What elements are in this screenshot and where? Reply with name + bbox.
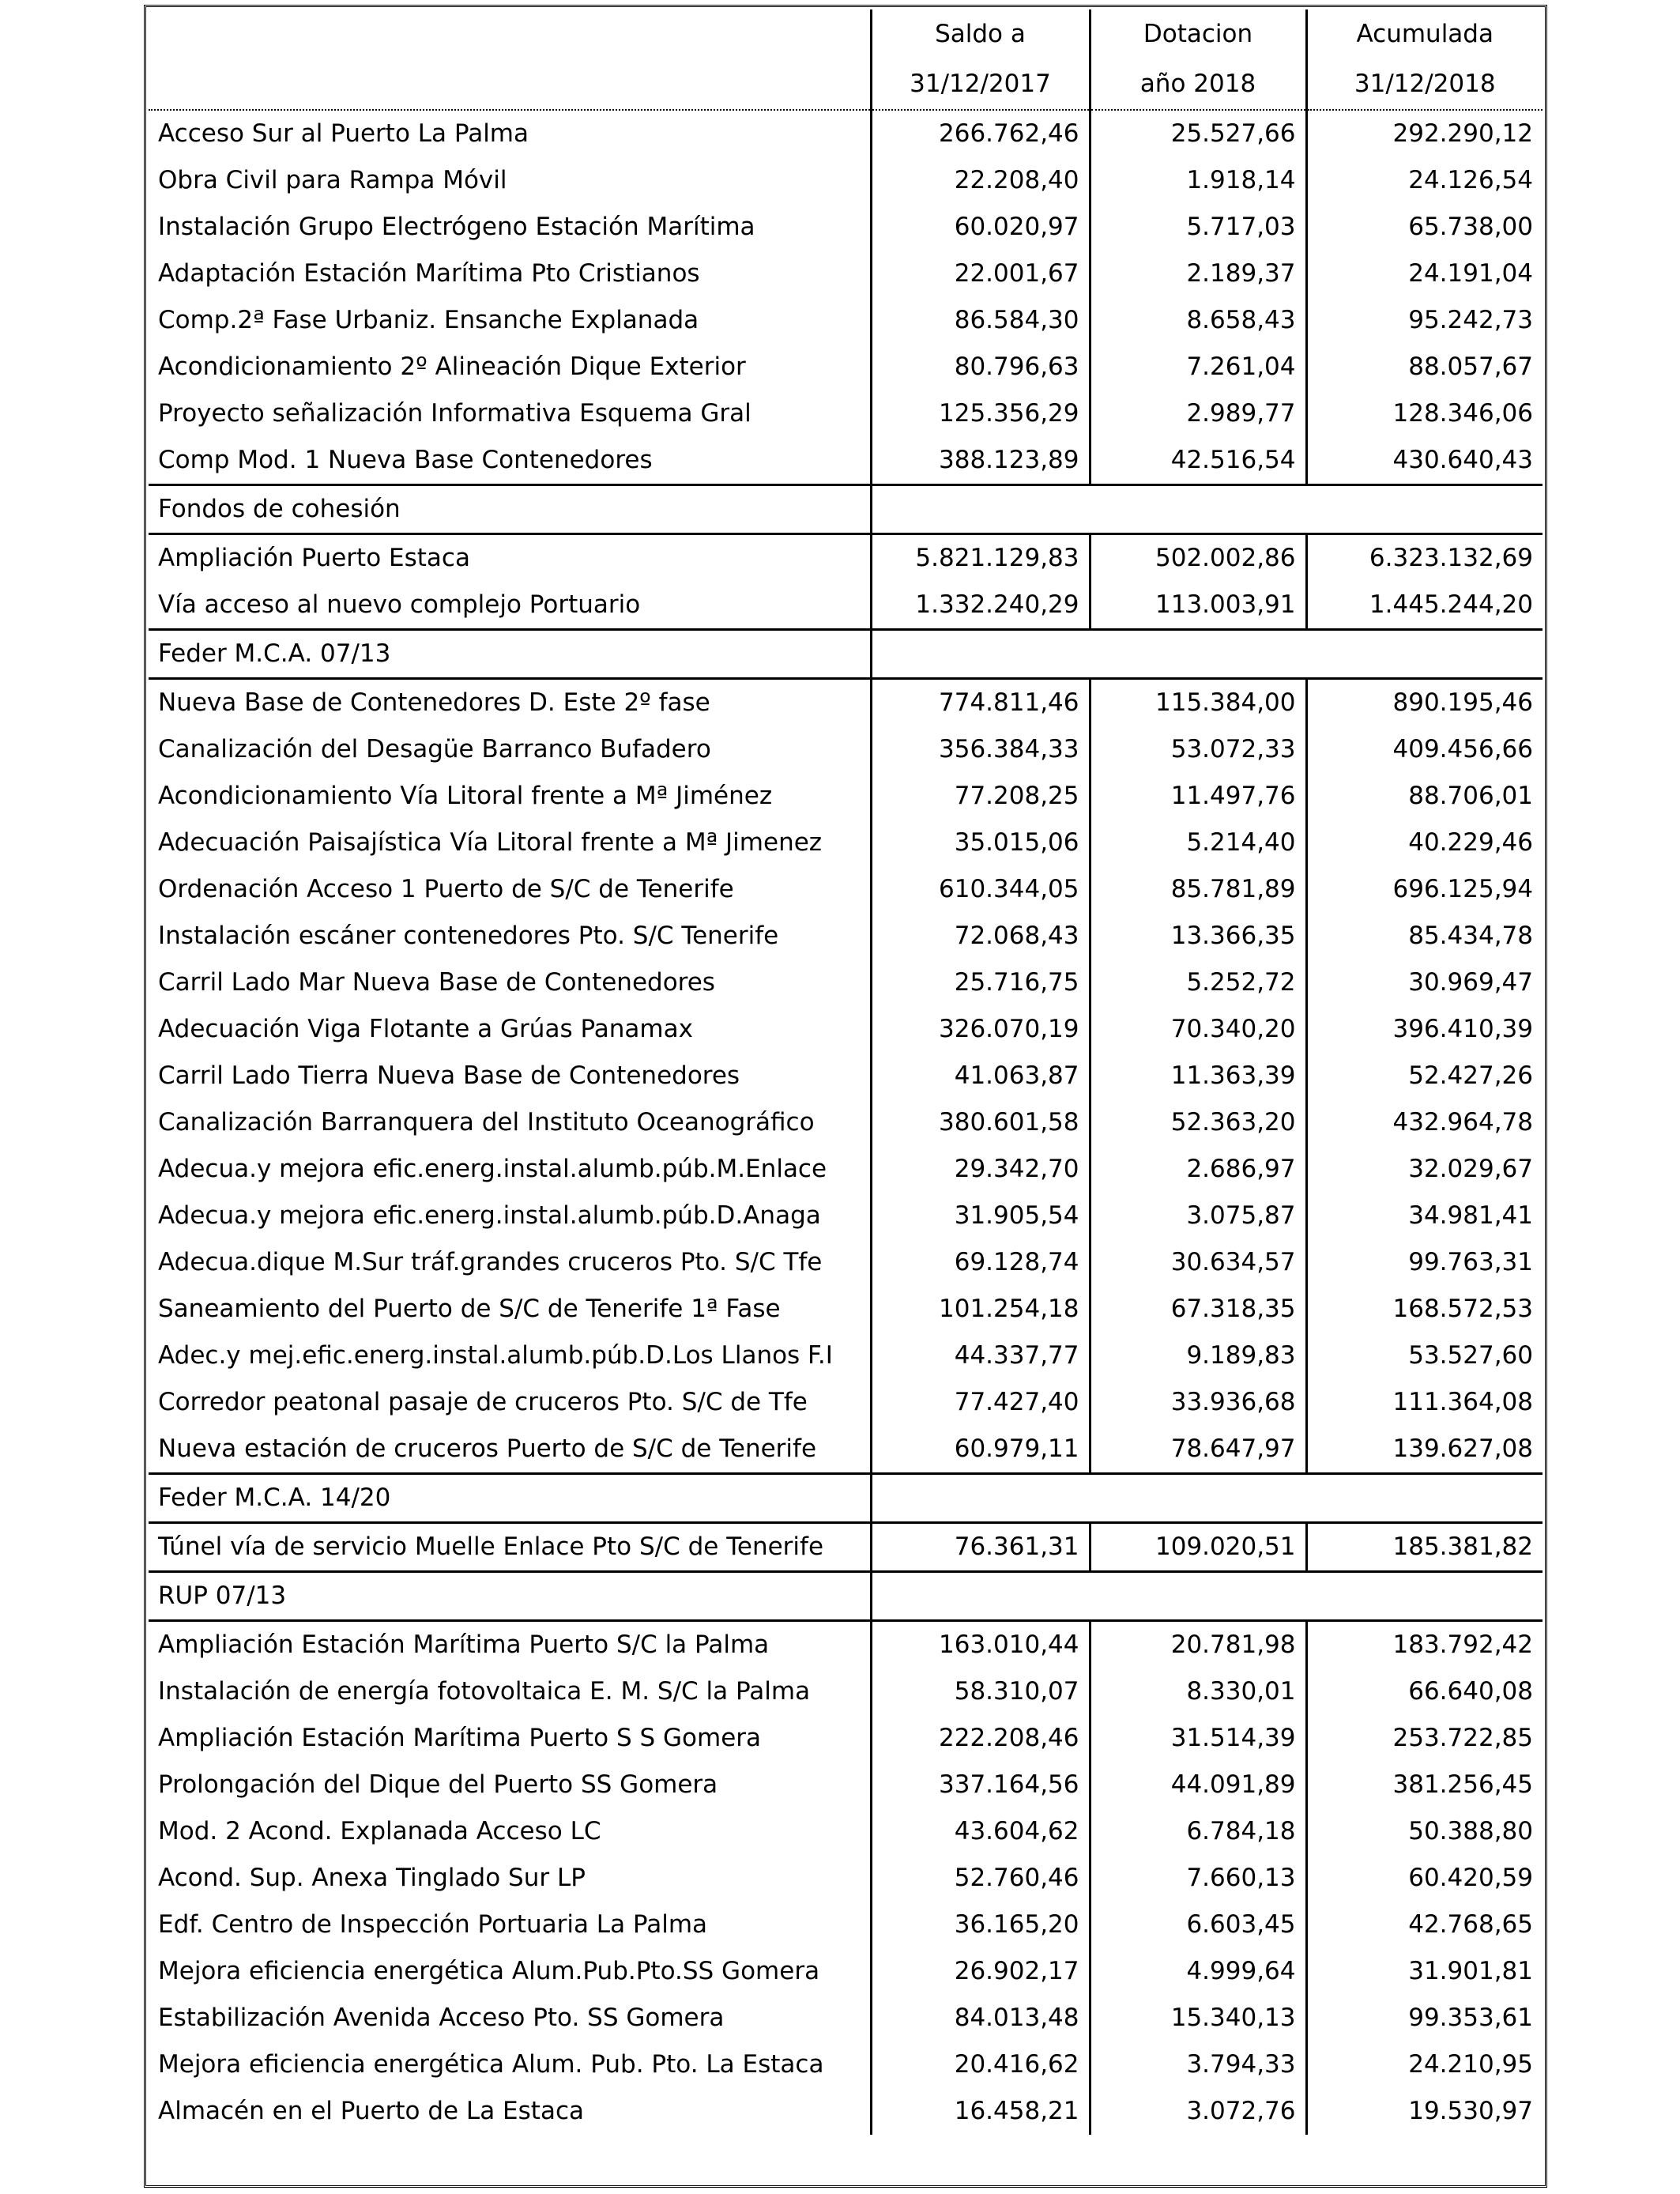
saldo-2017-cell: 29.342,70 — [871, 1146, 1090, 1193]
acumulada-2018-cell: 34.981,41 — [1306, 1193, 1543, 1239]
dotacion-2018-cell: 20.781,98 — [1090, 1621, 1306, 1669]
project-label: Adaptación Estación Marítima Pto Cristianos — [158, 259, 700, 288]
acumulada-2018-cell: 88.057,67 — [1306, 344, 1543, 390]
project-label: Túnel vía de servicio Muelle Enlace Pto S/C de Tenerife — [158, 1532, 824, 1561]
project-label: Ampliación Puerto Estaca — [158, 544, 470, 572]
header-saldo-line1: Saldo a — [871, 9, 1090, 59]
project-label: Mejora eficiencia energética Alum. Pub. Pto. La Estaca — [158, 2050, 824, 2079]
saldo-2017-cell: 25.716,75 — [871, 959, 1090, 1006]
dotacion-2018-cell: 7.261,04 — [1090, 344, 1306, 390]
project-label: Prolongación del Dique del Puerto SS Gomera — [158, 1770, 718, 1799]
section-label: Fondos de cohesión — [149, 485, 871, 534]
project-label: Carril Lado Mar Nueva Base de Contenedores — [158, 968, 715, 997]
table-row — [149, 1621, 1543, 1669]
table-row — [149, 157, 1543, 204]
header-acumulada-line2: 31/12/2018 — [1306, 59, 1543, 110]
acumulada-2018-cell: 139.627,08 — [1306, 1426, 1543, 1474]
acumulada-2018-cell: 696.125,94 — [1306, 866, 1543, 913]
saldo-2017-cell: 337.164,56 — [871, 1762, 1090, 1808]
project-label: Comp.2ª Fase Urbaniz. Ensanche Explanada — [158, 306, 699, 334]
project-label: Adecuación Paisajística Vía Litoral frente a Mª Jimenez — [158, 828, 823, 857]
acumulada-2018-cell: 409.456,66 — [1306, 726, 1543, 773]
saldo-2017-cell: 84.013,48 — [871, 1995, 1090, 2041]
project-label: Acondicionamiento Vía Litoral frente a Mª Jiménez — [158, 782, 773, 810]
project-label: Instalación Grupo Electrógeno Estación Marítima — [158, 213, 755, 241]
table-row — [149, 1146, 1543, 1193]
project-label: Acond. Sup. Anexa Tinglado Sur LP — [158, 1864, 586, 1892]
table-row — [149, 1902, 1543, 1948]
dotacion-2018-cell: 9.189,83 — [1090, 1333, 1306, 1379]
project-label: Acondicionamiento 2º Alineación Dique Exterior — [158, 352, 746, 381]
saldo-2017-cell: 80.796,63 — [871, 344, 1090, 390]
project-label: Mejora eficiencia energética Alum.Pub.Pto.SS Gomera — [158, 1957, 820, 1985]
saldo-2017-cell: 72.068,43 — [871, 913, 1090, 959]
saldo-2017-cell: 380.601,58 — [871, 1099, 1090, 1146]
acumulada-2018-cell: 111.364,08 — [1306, 1379, 1543, 1426]
acumulada-2018-cell: 66.640,08 — [1306, 1668, 1543, 1715]
saldo-2017-cell: 58.310,07 — [871, 1668, 1090, 1715]
acumulada-2018-cell: 53.527,60 — [1306, 1333, 1543, 1379]
table-row — [149, 1948, 1543, 1995]
project-label: Instalación escáner contenedores Pto. S/C Tenerife — [158, 922, 779, 950]
dotacion-2018-cell: 33.936,68 — [1090, 1379, 1306, 1426]
saldo-2017-cell: 86.584,30 — [871, 297, 1090, 344]
acumulada-2018-cell: 40.229,46 — [1306, 820, 1543, 866]
table-row — [149, 1808, 1543, 1855]
project-label: Adecua.y mejora efic.energ.instal.alumb.púb.M.Enlace — [158, 1155, 827, 1183]
acumulada-2018-cell: 253.722,85 — [1306, 1715, 1543, 1762]
acumulada-2018-cell: 6.323.132,69 — [1306, 534, 1543, 582]
dotacion-2018-cell: 5.717,03 — [1090, 204, 1306, 251]
project-label: Canalización Barranquera del Instituto Oceanográfico — [158, 1108, 815, 1137]
project-label: Adecua.y mejora efic.energ.instal.alumb.púb.D.Anaga — [158, 1201, 821, 1230]
acumulada-2018-cell: 381.256,45 — [1306, 1762, 1543, 1808]
saldo-2017-cell: 35.015,06 — [871, 820, 1090, 866]
acumulada-2018-cell: 24.191,04 — [1306, 251, 1543, 297]
section-blank-cell — [871, 1474, 1543, 1523]
table-row — [149, 1426, 1543, 1474]
saldo-2017-cell: 163.010,44 — [871, 1621, 1090, 1669]
saldo-2017-cell: 77.427,40 — [871, 1379, 1090, 1426]
saldo-2017-cell: 43.604,62 — [871, 1808, 1090, 1855]
document-page — [149, 9, 1543, 2135]
table-row — [149, 2041, 1543, 2088]
saldo-2017-cell: 610.344,05 — [871, 866, 1090, 913]
acumulada-2018-cell: 168.572,53 — [1306, 1286, 1543, 1333]
acumulada-2018-cell: 85.434,78 — [1306, 913, 1543, 959]
dotacion-2018-cell: 78.647,97 — [1090, 1426, 1306, 1474]
saldo-2017-cell: 20.416,62 — [871, 2041, 1090, 2088]
acumulada-2018-cell: 32.029,67 — [1306, 1146, 1543, 1193]
saldo-2017-cell: 31.905,54 — [871, 1193, 1090, 1239]
dotacion-2018-cell: 13.366,35 — [1090, 913, 1306, 959]
dotacion-2018-cell: 70.340,20 — [1090, 1006, 1306, 1053]
dotacion-2018-cell: 67.318,35 — [1090, 1286, 1306, 1333]
table-row — [149, 1239, 1543, 1286]
table-row — [149, 913, 1543, 959]
section-header-row — [149, 630, 1543, 679]
project-label: Corredor peatonal pasaje de cruceros Pto. S/C de Tfe — [158, 1388, 808, 1416]
dotacion-2018-cell: 7.660,13 — [1090, 1855, 1306, 1902]
table-row — [149, 297, 1543, 344]
acumulada-2018-cell: 128.346,06 — [1306, 390, 1543, 437]
table-row — [149, 866, 1543, 913]
project-label: Adec.y mej.efic.energ.instal.alumb.púb.D.Los Llanos F.I — [158, 1341, 833, 1370]
dotacion-2018-cell: 2.189,37 — [1090, 251, 1306, 297]
dotacion-2018-cell: 42.516,54 — [1090, 437, 1306, 485]
project-label: Adecuación Viga Flotante a Grúas Panamax — [158, 1015, 693, 1043]
dotacion-2018-cell: 53.072,33 — [1090, 726, 1306, 773]
dotacion-2018-cell: 6.603,45 — [1090, 1902, 1306, 1948]
acumulada-2018-cell: 396.410,39 — [1306, 1006, 1543, 1053]
table-row — [149, 1523, 1543, 1572]
header-acumulada-line1: Acumulada — [1306, 9, 1543, 59]
project-label: Canalización del Desagüe Barranco Bufadero — [158, 735, 711, 763]
acumulada-2018-cell: 50.388,80 — [1306, 1808, 1543, 1855]
dotacion-2018-cell: 2.989,77 — [1090, 390, 1306, 437]
table-row — [149, 820, 1543, 866]
acumulada-2018-cell: 99.763,31 — [1306, 1239, 1543, 1286]
dotacion-2018-cell: 502.002,86 — [1090, 534, 1306, 582]
dotacion-2018-cell: 30.634,57 — [1090, 1239, 1306, 1286]
table-row — [149, 251, 1543, 297]
table-row — [149, 1379, 1543, 1426]
saldo-2017-cell: 26.902,17 — [871, 1948, 1090, 1995]
dotacion-2018-cell: 8.330,01 — [1090, 1668, 1306, 1715]
dotacion-2018-cell: 5.214,40 — [1090, 820, 1306, 866]
project-label: Carril Lado Tierra Nueva Base de Contenedores — [158, 1061, 740, 1090]
project-label: Ordenación Acceso 1 Puerto de S/C de Tenerife — [158, 875, 734, 903]
dotacion-2018-cell: 113.003,91 — [1090, 582, 1306, 630]
table-row — [149, 582, 1543, 630]
project-label: Almacén en el Puerto de La Estaca — [158, 2097, 584, 2125]
table-row — [149, 726, 1543, 773]
saldo-2017-cell: 52.760,46 — [871, 1855, 1090, 1902]
saldo-2017-cell: 388.123,89 — [871, 437, 1090, 485]
saldo-2017-cell: 326.070,19 — [871, 1006, 1090, 1053]
dotacion-2018-cell: 4.999,64 — [1090, 1948, 1306, 1995]
dotacion-2018-cell: 11.497,76 — [1090, 773, 1306, 820]
header-row-1 — [149, 9, 1543, 59]
table-row — [149, 110, 1543, 157]
saldo-2017-cell: 36.165,20 — [871, 1902, 1090, 1948]
header-dotacion-line1: Dotacion — [1090, 9, 1306, 59]
project-label: Nueva estación de cruceros Puerto de S/C de Tenerife — [158, 1434, 817, 1463]
acumulada-2018-cell: 88.706,01 — [1306, 773, 1543, 820]
dotacion-2018-cell: 3.075,87 — [1090, 1193, 1306, 1239]
table-row — [149, 679, 1543, 727]
dotacion-2018-cell: 44.091,89 — [1090, 1762, 1306, 1808]
dotacion-2018-cell: 5.252,72 — [1090, 959, 1306, 1006]
dotacion-2018-cell: 25.527,66 — [1090, 110, 1306, 157]
dotacion-2018-cell: 1.918,14 — [1090, 157, 1306, 204]
dotacion-2018-cell: 109.020,51 — [1090, 1523, 1306, 1572]
dotacion-2018-cell: 3.072,76 — [1090, 2088, 1306, 2135]
project-label: Saneamiento del Puerto de S/C de Tenerife 1ª Fase — [158, 1295, 781, 1323]
acumulada-2018-cell: 99.353,61 — [1306, 1995, 1543, 2041]
saldo-2017-cell: 774.811,46 — [871, 679, 1090, 727]
saldo-2017-cell: 41.063,87 — [871, 1053, 1090, 1099]
section-blank-cell — [871, 1572, 1543, 1621]
table-row — [149, 534, 1543, 582]
dotacion-2018-cell: 15.340,13 — [1090, 1995, 1306, 2041]
table-row — [149, 1715, 1543, 1762]
dotacion-2018-cell: 11.363,39 — [1090, 1053, 1306, 1099]
acumulada-2018-cell: 24.210,95 — [1306, 2041, 1543, 2088]
table-header — [149, 9, 1543, 110]
acumulada-2018-cell: 432.964,78 — [1306, 1099, 1543, 1146]
section-blank-cell — [871, 630, 1543, 679]
dotacion-2018-cell: 52.363,20 — [1090, 1099, 1306, 1146]
dotacion-2018-cell: 2.686,97 — [1090, 1146, 1306, 1193]
project-label: Proyecto señalización Informativa Esquema Gral — [158, 399, 751, 428]
table-row — [149, 204, 1543, 251]
saldo-2017-cell: 222.208,46 — [871, 1715, 1090, 1762]
acumulada-2018-cell: 31.901,81 — [1306, 1948, 1543, 1995]
project-label: Nueva Base de Contenedores D. Este 2º fase — [158, 688, 710, 717]
section-header-row — [149, 1572, 1543, 1621]
table-row — [149, 390, 1543, 437]
saldo-2017-cell: 22.208,40 — [871, 157, 1090, 204]
dotacion-2018-cell: 6.784,18 — [1090, 1808, 1306, 1855]
header-dotacion-line2: año 2018 — [1090, 59, 1306, 110]
saldo-2017-cell: 44.337,77 — [871, 1333, 1090, 1379]
table-row — [149, 2088, 1543, 2135]
table-row — [149, 959, 1543, 1006]
table-row — [149, 1053, 1543, 1099]
acumulada-2018-cell: 890.195,46 — [1306, 679, 1543, 727]
section-label: Feder M.C.A. 14/20 — [149, 1474, 871, 1523]
table-row — [149, 344, 1543, 390]
saldo-2017-cell: 60.020,97 — [871, 204, 1090, 251]
header-blank — [149, 9, 871, 59]
project-label: Ampliación Estación Marítima Puerto S S Gomera — [158, 1724, 762, 1752]
table-row — [149, 1668, 1543, 1715]
dotacion-2018-cell: 115.384,00 — [1090, 679, 1306, 727]
acumulada-2018-cell: 430.640,43 — [1306, 437, 1543, 485]
table-row — [149, 1762, 1543, 1808]
dotacion-2018-cell: 3.794,33 — [1090, 2041, 1306, 2088]
project-label: Estabilización Avenida Acceso Pto. SS Gomera — [158, 2004, 725, 2032]
project-label: Ampliación Estación Marítima Puerto S/C la Palma — [158, 1630, 770, 1659]
saldo-2017-cell: 266.762,46 — [871, 110, 1090, 157]
saldo-2017-cell: 125.356,29 — [871, 390, 1090, 437]
dotacion-2018-cell: 8.658,43 — [1090, 297, 1306, 344]
table-row — [149, 1333, 1543, 1379]
saldo-2017-cell: 69.128,74 — [871, 1239, 1090, 1286]
section-header-row — [149, 1474, 1543, 1523]
section-label: Feder M.C.A. 07/13 — [149, 630, 871, 679]
saldo-2017-cell: 22.001,67 — [871, 251, 1090, 297]
acumulada-2018-cell: 1.445.244,20 — [1306, 582, 1543, 630]
project-label: Vía acceso al nuevo complejo Portuario — [158, 590, 641, 619]
section-header-row — [149, 485, 1543, 534]
saldo-2017-cell: 76.361,31 — [871, 1523, 1090, 1572]
table-row — [149, 1099, 1543, 1146]
acumulada-2018-cell: 292.290,12 — [1306, 110, 1543, 157]
project-label: Instalación de energía fotovoltaica E. M. S/C la Palma — [158, 1677, 811, 1706]
acumulada-2018-cell: 24.126,54 — [1306, 157, 1543, 204]
saldo-2017-cell: 1.332.240,29 — [871, 582, 1090, 630]
project-label: Mod. 2 Acond. Explanada Acceso LC — [158, 1817, 601, 1845]
acumulada-2018-cell: 60.420,59 — [1306, 1855, 1543, 1902]
acumulada-2018-cell: 65.738,00 — [1306, 204, 1543, 251]
header-blank — [149, 59, 871, 110]
header-row-2 — [149, 59, 1543, 110]
acumulada-2018-cell: 52.427,26 — [1306, 1053, 1543, 1099]
table-row — [149, 1855, 1543, 1902]
table-row — [149, 1193, 1543, 1239]
header-saldo-line2: 31/12/2017 — [871, 59, 1090, 110]
acumulada-2018-cell: 183.792,42 — [1306, 1621, 1543, 1669]
saldo-2017-cell: 101.254,18 — [871, 1286, 1090, 1333]
project-label: Obra Civil para Rampa Móvil — [158, 166, 507, 194]
project-label: Comp Mod. 1 Nueva Base Contenedores — [158, 446, 653, 474]
saldo-2017-cell: 5.821.129,83 — [871, 534, 1090, 582]
table-row — [149, 437, 1543, 485]
saldo-2017-cell: 16.458,21 — [871, 2088, 1090, 2135]
acumulada-2018-cell: 19.530,97 — [1306, 2088, 1543, 2135]
acumulada-2018-cell: 185.381,82 — [1306, 1523, 1543, 1572]
table-row — [149, 773, 1543, 820]
project-label: Acceso Sur al Puerto La Palma — [158, 119, 529, 148]
table-row — [149, 1006, 1543, 1053]
table-row — [149, 1995, 1543, 2041]
saldo-2017-cell: 356.384,33 — [871, 726, 1090, 773]
project-label: Edf. Centro de Inspección Portuaria La Palma — [158, 1910, 708, 1939]
saldo-2017-cell: 60.979,11 — [871, 1426, 1090, 1474]
dotacion-2018-cell: 31.514,39 — [1090, 1715, 1306, 1762]
amortization-table — [149, 9, 1543, 2135]
table-body — [149, 110, 1543, 2135]
saldo-2017-cell: 77.208,25 — [871, 773, 1090, 820]
section-blank-cell — [871, 485, 1543, 534]
table-row — [149, 1286, 1543, 1333]
acumulada-2018-cell: 42.768,65 — [1306, 1902, 1543, 1948]
acumulada-2018-cell: 30.969,47 — [1306, 959, 1543, 1006]
section-label: RUP 07/13 — [149, 1572, 871, 1621]
dotacion-2018-cell: 85.781,89 — [1090, 866, 1306, 913]
project-label: Adecua.dique M.Sur tráf.grandes cruceros Pto. S/C Tfe — [158, 1248, 823, 1276]
acumulada-2018-cell: 95.242,73 — [1306, 297, 1543, 344]
